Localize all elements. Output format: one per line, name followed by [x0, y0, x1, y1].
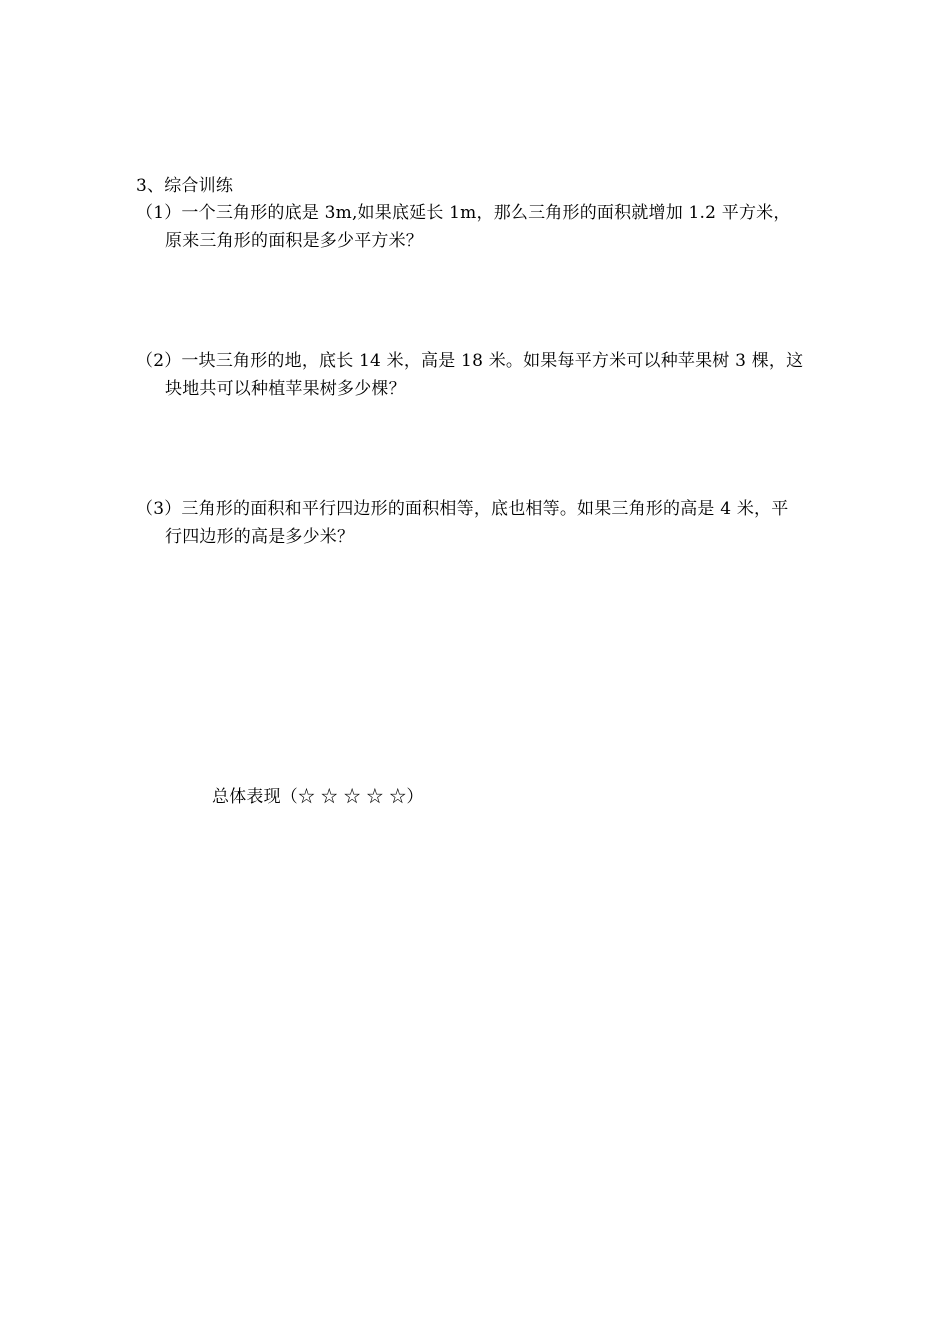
section-heading: 3、综合训练	[136, 176, 234, 196]
question-1-line-2: 原来三角形的面积是多少平方米？	[165, 231, 423, 251]
question-2-line-2: 块地共可以种植苹果树多少棵？	[165, 379, 406, 399]
question-1-line-1: （1）一个三角形的底是 3m,如果底延长 1m，那么三角形的面积就增加 1.2 平方米，	[136, 203, 791, 223]
question-3-line-1: （3）三角形的面积和平行四边形的面积相等，底也相等。如果三角形的高是 4 米，平	[136, 499, 789, 519]
overall-performance-rating: 总体表现（☆ ☆ ☆ ☆ ☆）	[212, 787, 424, 807]
question-2-line-1: （2）一块三角形的地，底长 14 米，高是 18 米。如果每平方米可以种苹果树 3 棵，这	[136, 351, 804, 371]
question-3-line-2: 行四边形的高是多少米？	[165, 527, 355, 547]
